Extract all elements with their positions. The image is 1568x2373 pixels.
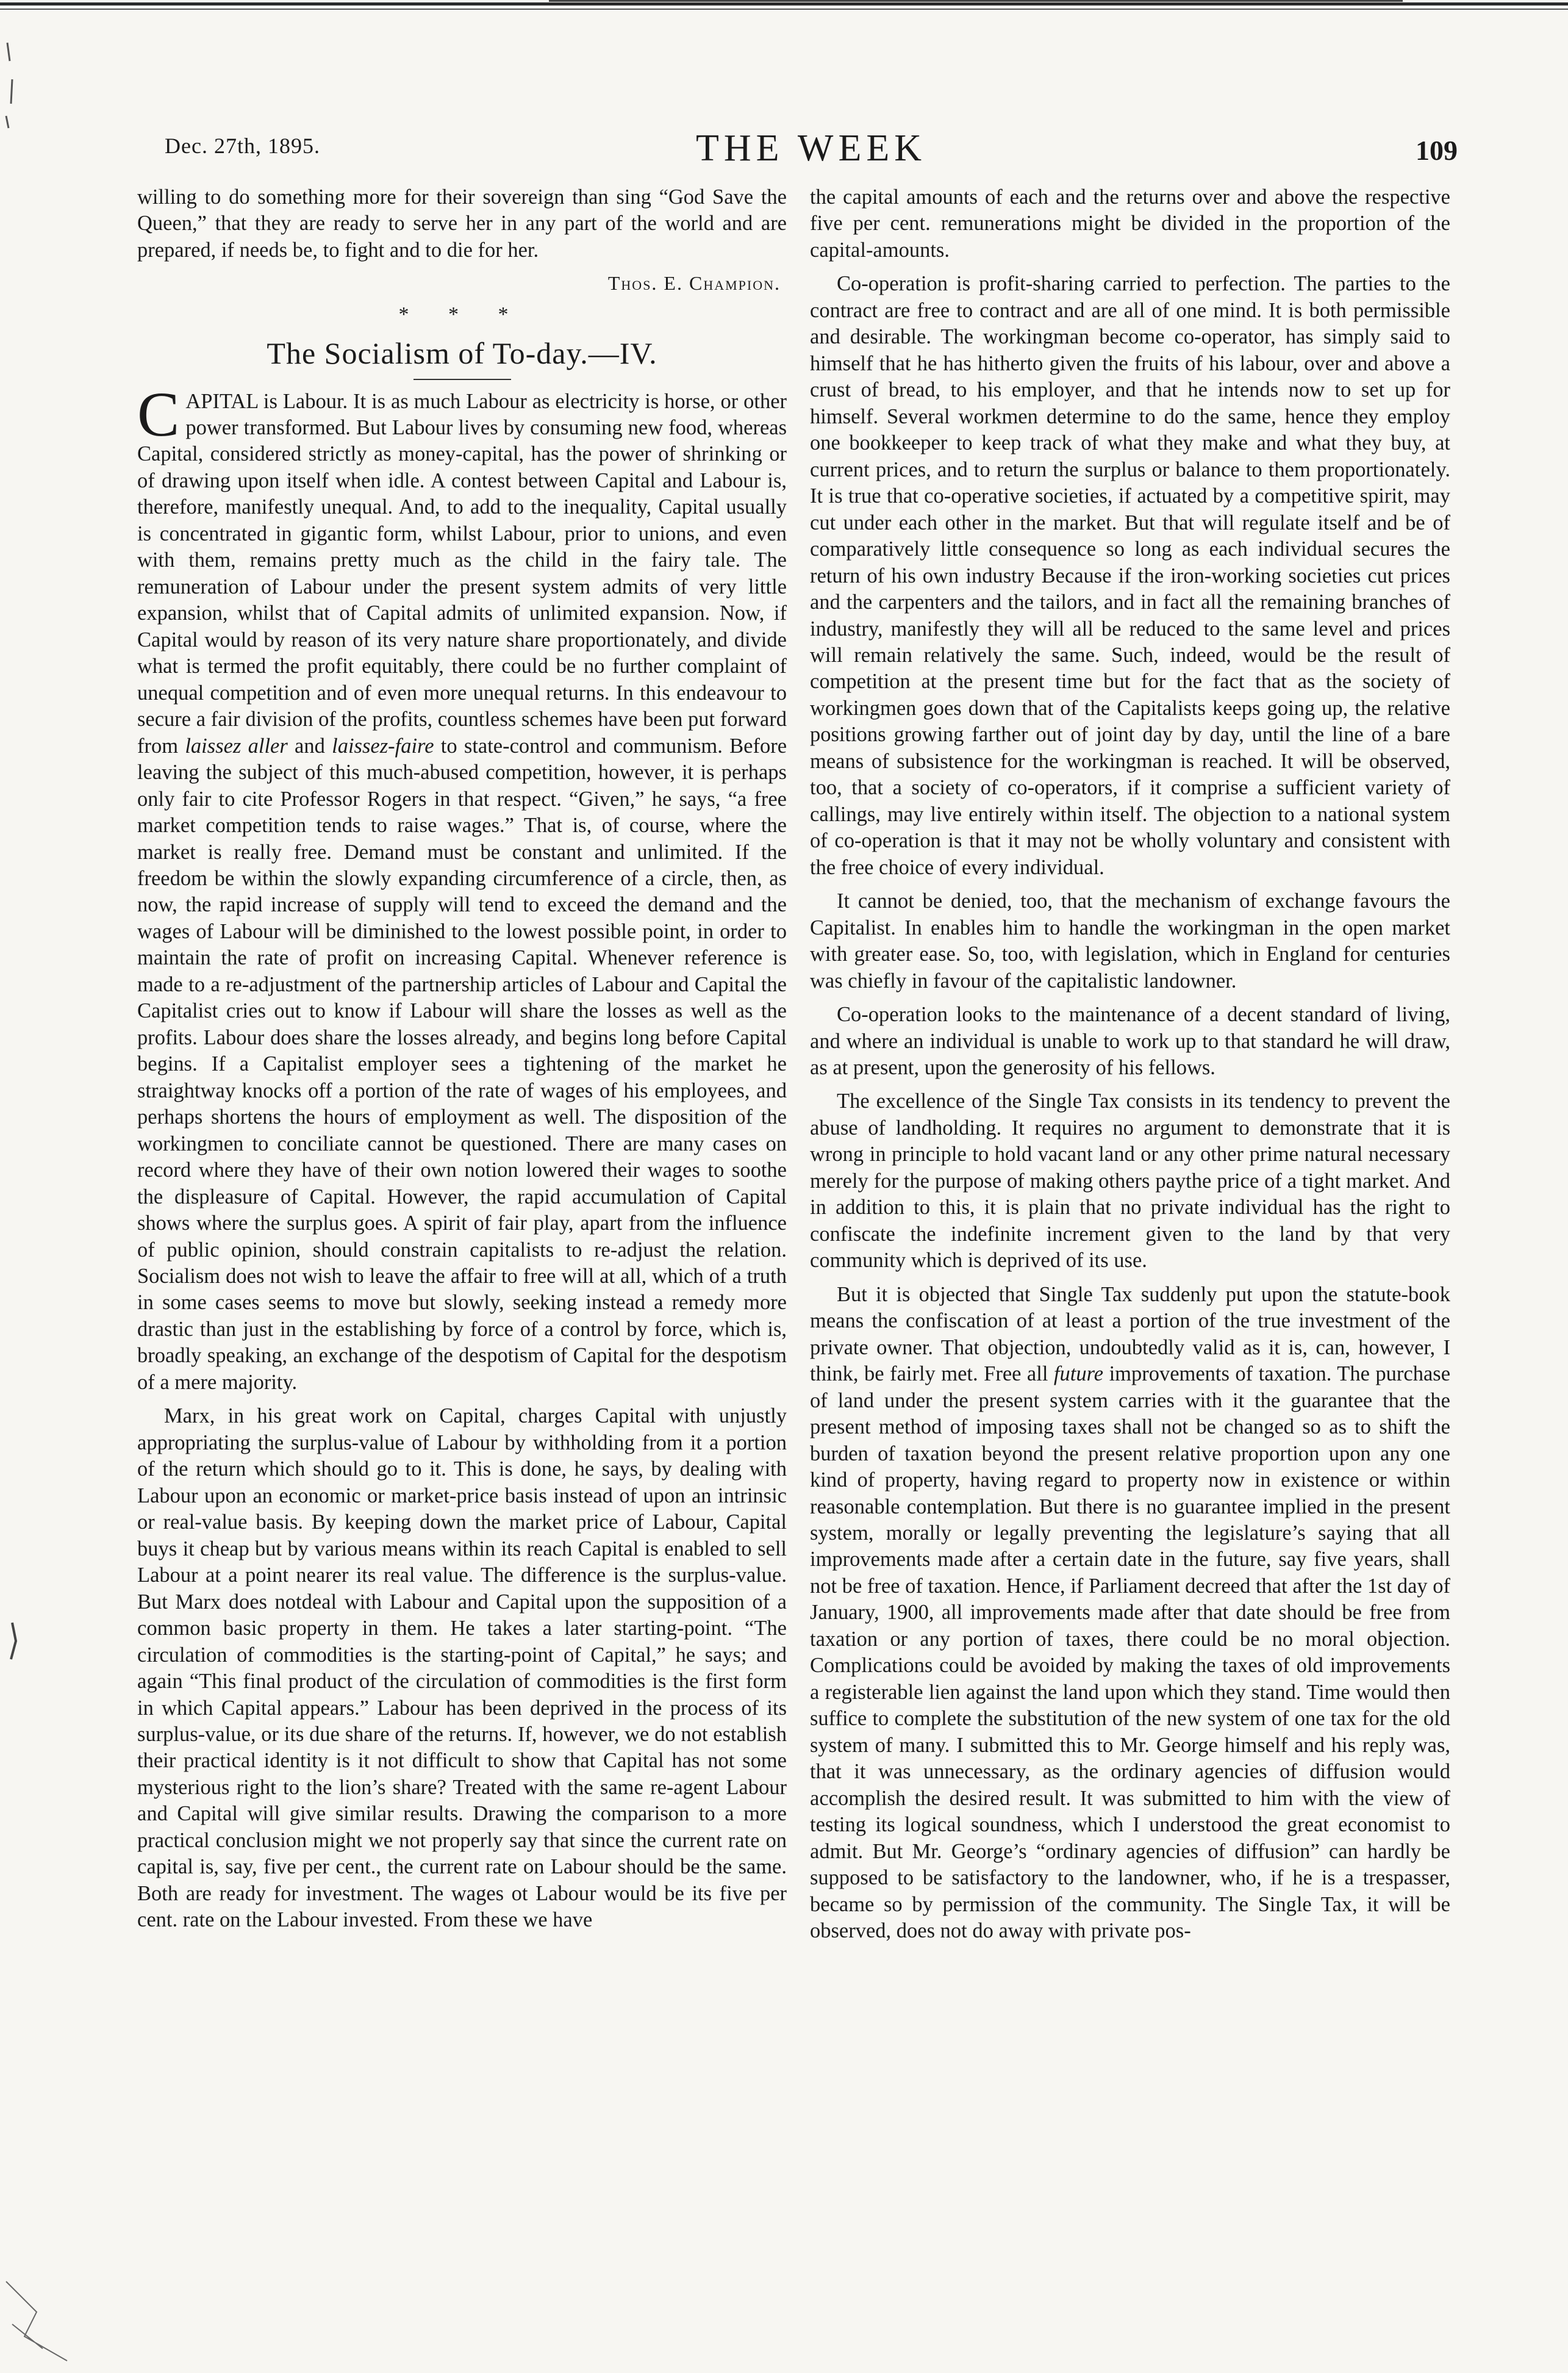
closing-paragraph: willing to do something more for their sovereign than sing “God Save the Queen,” that they are ready to serve her in any part of the world and are prepared, if needs be, to fight and to die for her. [137,185,787,262]
section-separator: * * * [398,303,526,326]
right-paragraph-5: The excellence of the Single Tax consists in its tendency to prevent the abuse of landholding. It requires no argument to demonstrate that it is wrong in principle to hold vacant land or any other prime natural necessary merely for the purpose of making others paythe price of a tight market. And in addition to this, it is plain that no private individual has the right to confiscate the indefinite increment given to the land by that very community which is deprived of its use. [810,1090,1450,1273]
paragraph-1-part-b: to state-control and communism. Before leaving the subject of this much-abused competition, however, it is perhaps only fair to cite Professor Rogers in that respect. “Given,” he says, “a free market competition tends to raise wages.” That is, of course, where the market is really free. Demand must be constant and unlimited. If the freedom be within the slowly expanding circumference of a circle, then, as now, the rapid increase of supply will tend to exceed the demand and the wages of Labour will be diminished to the lowest possible point, in order to maintain the rate of profit on increasing Capital. Whenever reference is made to a re-adjustment of the partnership articles of Labour and Capital the Capitalist cries out to know if Labour will share the losses as well as the profits. Labour does share the losses already, and begins long before Capital begins. If a Capitalist employer sees a tightening of the market he straightway knocks off a portion of the rate of wages of his employees, and perhaps shortens the hours of employment as well. The disposition of the workingmen to conciliate cannot be questioned. There are many cases on record where they have of their own notion lowered their wages to soothe the displeasure of Capital. However, the rapid accumulation of Capital shows where the surplus goes. A spirit of fair play, apart from the influence of public opinion, should constrain capitalists to re-adjust the relation. Socialism does not wish to leave the affair to free will at all, which of a truth in some cases seems to move but slowly, seeking instead a remedy more drastic than just in the establishing by force of a control by force, which is, broadly speaking, an exchange of the despotism of Capital for the despotism of a mere majority. [137,734,787,1394]
author-signature: Thos. E. Champion. [607,272,781,295]
margin-speck-bottom-left [0,2269,98,2373]
margin-speck-left [0,1617,30,1665]
right-paragraph-6 [810,1282,1450,1945]
paragraph-6-part-b: improvements of taxation. The purchase of land under the present system carries with it the guarantee that the present method of imposing taxes shall not be changed so as to shift the burden of taxation beyond the present relative proportion upon any one kind of property, having regard to property now in existence or within reasonable contemplation. But there is no guarantee implied in the present system, morally or legally preventing the legislature’s saying that all improvements made after a certain date in the future, say five years, shall not be free of taxation. Hence, if Parliament decreed that after the 1st day of January, 1900, all improvements made after that date should be free from taxation or any portion of taxes, there could be no moral objection. Complications could be avoided by making the taxes of old improvements a registerable lien against the land upon which they stand. Time would then suffice to complete the substitution of the new system of one tax for the old system of many. I submitted this to Mr. George himself and his reply was, that it was unnecessary, as the ordinary agencies of diffusion would accomplish the desired result. It was submitted to him with the view of testing its logical soundness, which I understood the great economist to admit. But Mr. George’s “ordinary agencies of diffusion” can hardly be supposed to be satisfactory to the landowner, who, if he is a trespasser, became so by permission of the community. The Single Tax, it will be observed, does not do away with private pos- [810,1362,1451,1942]
right-column [810,184,1450,1951]
article-paragraph-1 [137,379,787,1396]
page-top-rule [0,0,1568,16]
journal-title: THE WEEK [696,127,926,169]
issue-date: Dec. 27th, 1895. [165,134,320,158]
article-title: The Socialism of To-day.—IV. [267,336,657,370]
drop-cap: C [137,379,180,450]
title-rule [413,379,511,380]
right-paragraph-1: the capital amounts of each and the returns over and above the respective five per cent. remunerations might be divided in the proportion of the capital-amounts. [810,185,1450,262]
paragraph-1-and: and [295,734,325,758]
left-column [137,184,787,1941]
page-number: 109 [1416,135,1458,166]
italic-laissez-faire: laissez-faire [332,734,434,758]
margin-speck-top-left [0,37,24,134]
right-paragraph-4: Co-operation looks to the maintenance of a decent standard of living, and where an individual is unable to work up to that standard he will draw, as at present, upon the generosity of his fellows. [810,1003,1450,1079]
right-paragraph-3: It cannot be denied, too, that the mechanism of exchange favours the Capitalist. In enables him to handle the workingman in the open market with greater ease. So, too, with legislation, which in England for centuries was chiefly in favour of the capitalistic landowner. [810,889,1450,993]
right-paragraph-2: Co-operation is profit-sharing carried to perfection. The parties to the contract are free to contract and are all of one mind. It is both permissible and desirable. The workingman become co-operator, has simply said to himself that he has hitherto given the fruits of his labour, over and above a crust of bread, to his employer, and that he intends now to set up for himself. Several workmen determine to do the same, hence they employ one bookkeeper to keep track of what they make and what they buy, at current prices, and to return the surplus or balance to them proportionately. It is true that co-operative societies, if actuated by a competitive spirit, may cut under each other in the market. But that will regulate itself and be of comparatively little consequence so long as each individual secures the return of his own industry Because if the iron-working societies cut prices and the carpenters and the tailors, and in fact all the remaining branches of industry, manifestly they will all be reduced to the same level and prices will remain relatively the same. Such, indeed, would be the result of competition at the present time but for the fact that as the society of workingmen goes down that of the Capitalists keeps going up, the relative positions growing farther out of joint day by day, until the line of a bare means of subsistence for the workingman is reached. It will be observed, too, that a society of co-operators, if it comprise a sufficient variety of callings, may live entirely within itself. The objection to a national system of co-operation is that it may not be wholly voluntary and consistent with the free choice of every individual. [810,272,1450,879]
italic-laissez-aller: laissez aller [185,734,288,758]
paragraph-6-part-a: But it is objected that Single Tax suddenly put upon the statute-book means the confiscation of at least a portion of the true investment of the private owner. That objection, undoubtedly valid as it is, can, however, I think, be fairly met. Free all [810,1282,1450,1386]
page-header [165,127,1458,182]
article-paragraph-2: Marx, in his great work on Capital, charges Capital with unjustly appropriating the surplus-value of Labour by withholding from it a portion of the return which should go to it. This is done, he says, by dealing with Labour upon an economic or market-price basis instead of upon an intrinsic or real-value basis. By keeping down the market price of Labour, Capital buys it cheap but by various means within its reach Capital is enabled to sell Labour at a point nearer its real value. The difference is the surplus-value. But Marx does notdeal with Labour and Capital upon the supposition of a common basic property in them. He takes a later starting-point. “The circulation of commodities is the starting-point of Capital,” he says; and again “This final product of the circulation of commodities is the first form in which Capital appears.” Labour has been deprived in the process of its surplus-value, or its due share of the returns. If, however, we do not establish their practical identity is it not difficult to show that Capital has not some mysterious right to the lion’s share? Treated with the same re-agent Labour and Capital will give similar results. Drawing the comparison to a more practical conclusion might we not properly say that since the current rate on capital is, say, five per cent., the current rate on Labour should be the same. Both are ready for investment. The wages ot Labour would be its five per cent. rate on the Labour invested. From these we have [137,1404,787,1932]
paragraph-1-part-a: APITAL is Labour. It is as much Labour as electricity is horse, or other power transformed. But Labour lives by consuming new food, whereas Capital, considered strictly as money-capital, has the power of shrinking or of drawing upon itself when idle. A contest between Capital and Labour is, therefore, manifestly unequal. And, to add to the inequality, Capital usually is concentrated in gigantic form, whilst Labour, prior to unions, and even with them, remains pretty much as the child in the fairy tale. The remuneration of Labour under the present system admits of very little expansion, whilst that of Capital admits of unlimited expansion. Now, if Capital would by reason of its very nature share proportionately, and divide what is termed the profit equitably, there could be no further complaint of unequal competition and of even more unequal returns. In this endeavour to secure a fair division of the profits, countless schemes have been put forward from [137,389,787,758]
italic-future: future [1053,1362,1104,1386]
